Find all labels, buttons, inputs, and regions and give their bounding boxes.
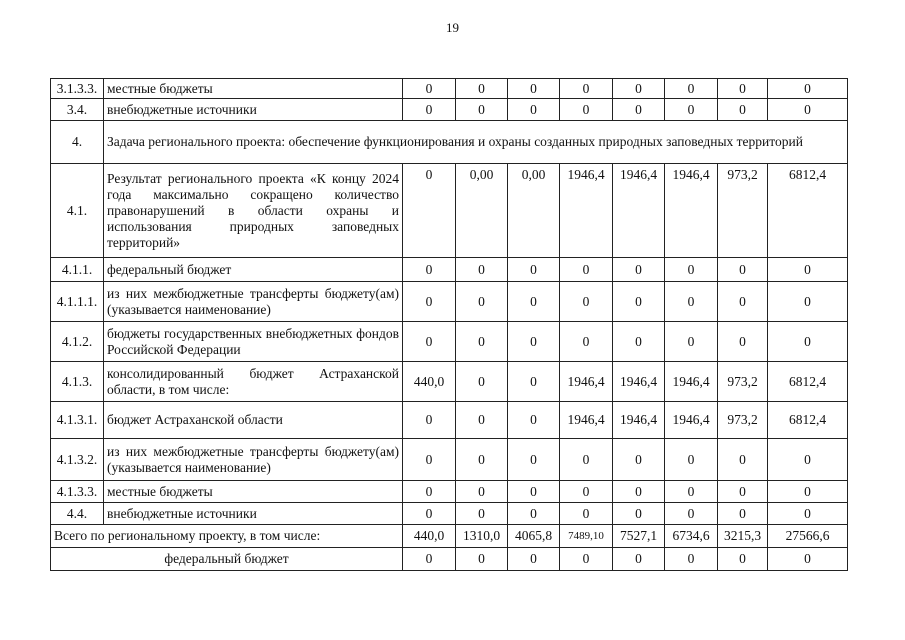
total-value: 4065,8 (508, 525, 560, 548)
cell-value: 0 (403, 164, 456, 258)
table-row-task (51, 121, 848, 164)
cell-value: 0 (456, 79, 508, 99)
cell-value: 0 (718, 439, 768, 481)
cell-value: 0 (613, 481, 665, 503)
row-code: 3.1.3.3. (51, 79, 104, 99)
row-name: местные бюджеты (104, 79, 403, 99)
cell-value: 0 (456, 503, 508, 525)
cell-value: 1946,4 (665, 362, 718, 402)
row-name: консолидированный бюджет Астраханской области, в том числе: (104, 362, 403, 402)
row-name: местные бюджеты (104, 481, 403, 503)
cell-value: 0 (456, 258, 508, 282)
cell-value: 0 (508, 362, 560, 402)
cell-value: 0 (718, 503, 768, 525)
federal-value: 0 (456, 548, 508, 571)
cell-value: 0 (768, 79, 848, 99)
cell-value: 0 (456, 439, 508, 481)
cell-value: 0 (768, 439, 848, 481)
cell-value: 0 (508, 503, 560, 525)
cell-value: 0 (560, 99, 613, 121)
cell-value: 0 (665, 503, 718, 525)
row-code: 4.4. (51, 503, 104, 525)
row-name: федеральный бюджет (104, 258, 403, 282)
row-code: 4.1.1. (51, 258, 104, 282)
cell-value: 0 (403, 322, 456, 362)
cell-value: 0 (560, 79, 613, 99)
cell-value: 6812,4 (768, 402, 848, 439)
total-value: 27566,6 (768, 525, 848, 548)
row-code: 4.1.3.1. (51, 402, 104, 439)
row-name: бюджет Астраханской области (104, 402, 403, 439)
cell-value: 973,2 (718, 362, 768, 402)
row-name: из них межбюджетные трансферты бюджету(ам) (указывается наименование) (104, 282, 403, 322)
federal-value: 0 (768, 548, 848, 571)
cell-value: 0 (613, 282, 665, 322)
federal-value: 0 (560, 548, 613, 571)
federal-value: 0 (718, 548, 768, 571)
cell-value: 0 (403, 503, 456, 525)
total-value: 7489,10 (560, 525, 613, 548)
row-code: 4.1.3.3. (51, 481, 104, 503)
federal-value: 0 (665, 548, 718, 571)
total-label: Всего по региональному проекту, в том числе: (51, 525, 403, 548)
cell-value: 0 (718, 481, 768, 503)
total-value: 440,0 (403, 525, 456, 548)
cell-value: 0 (403, 282, 456, 322)
row-name: внебюджетные источники (104, 99, 403, 121)
row-code: 4.1.3.2. (51, 439, 104, 481)
cell-value: 0,00 (508, 164, 560, 258)
cell-value: 0 (718, 79, 768, 99)
cell-value: 0 (403, 402, 456, 439)
cell-value: 0 (665, 481, 718, 503)
cell-value: 0 (456, 282, 508, 322)
cell-value: 0 (508, 481, 560, 503)
task-description: Задача регионального проекта: обеспечение функционирования и охраны созданных природных заповедных территорий (104, 121, 848, 164)
cell-value: 0 (613, 99, 665, 121)
row-code: 4.1. (51, 164, 104, 258)
cell-value: 0 (665, 282, 718, 322)
cell-value: 0 (718, 99, 768, 121)
cell-value: 1946,4 (613, 164, 665, 258)
cell-value: 0 (665, 322, 718, 362)
cell-value: 0 (613, 322, 665, 362)
cell-value: 0 (456, 99, 508, 121)
cell-value: 0 (718, 282, 768, 322)
total-value: 1310,0 (456, 525, 508, 548)
row-name: внебюджетные источники (104, 503, 403, 525)
table-row (51, 481, 848, 503)
cell-value: 0 (508, 402, 560, 439)
total-value: 3215,3 (718, 525, 768, 548)
row-code: 3.4. (51, 99, 104, 121)
row-name: из них межбюджетные трансферты бюджету(ам) (указывается наименование) (104, 439, 403, 481)
cell-value: 1946,4 (560, 164, 613, 258)
cell-value: 0 (456, 481, 508, 503)
cell-value: 0 (403, 99, 456, 121)
budget-table (50, 78, 848, 571)
cell-value: 0 (508, 99, 560, 121)
cell-value: 440,0 (403, 362, 456, 402)
cell-value: 0 (613, 79, 665, 99)
federal-value: 0 (403, 548, 456, 571)
cell-value: 1946,4 (613, 402, 665, 439)
table-row (51, 362, 848, 402)
table-row (51, 258, 848, 282)
cell-value: 0 (508, 322, 560, 362)
cell-value: 0 (768, 322, 848, 362)
federal-label: федеральный бюджет (51, 548, 403, 571)
cell-value: 0 (560, 503, 613, 525)
cell-value: 0 (560, 282, 613, 322)
cell-value: 0 (665, 99, 718, 121)
table-row-federal (51, 548, 848, 571)
cell-value: 6812,4 (768, 164, 848, 258)
table-row (51, 439, 848, 481)
page-number: 19 (446, 20, 459, 35)
table-row (51, 164, 848, 258)
cell-value: 0 (508, 439, 560, 481)
cell-value: 0 (456, 402, 508, 439)
cell-value: 0 (613, 439, 665, 481)
cell-value: 0 (718, 322, 768, 362)
cell-value: 0 (768, 481, 848, 503)
cell-value: 0 (403, 79, 456, 99)
cell-value: 0 (508, 258, 560, 282)
cell-value: 6812,4 (768, 362, 848, 402)
cell-value: 0 (560, 322, 613, 362)
cell-value: 1946,4 (665, 164, 718, 258)
cell-value: 1946,4 (560, 362, 613, 402)
cell-value: 0 (560, 481, 613, 503)
cell-value: 0 (508, 282, 560, 322)
table-row-total (51, 525, 848, 548)
cell-value: 1946,4 (665, 402, 718, 439)
cell-value: 0 (403, 258, 456, 282)
federal-value: 0 (508, 548, 560, 571)
row-name: Результат регионального проекта «К концу 2024 года максимально сокращено количество правонарушений в области охраны и использования природных заповедных территорий» (104, 164, 403, 258)
cell-value: 973,2 (718, 164, 768, 258)
cell-value: 0 (665, 79, 718, 99)
cell-value: 0 (456, 362, 508, 402)
cell-value: 0 (403, 439, 456, 481)
total-value: 6734,6 (665, 525, 718, 548)
cell-value: 0 (508, 79, 560, 99)
total-value: 7527,1 (613, 525, 665, 548)
table-row (51, 503, 848, 525)
cell-value: 0 (665, 258, 718, 282)
cell-value: 0 (768, 258, 848, 282)
row-name: бюджеты государственных внебюджетных фондов Российской Федерации (104, 322, 403, 362)
cell-value: 0 (403, 481, 456, 503)
table-row (51, 282, 848, 322)
cell-value: 0 (560, 439, 613, 481)
cell-value: 0 (768, 282, 848, 322)
cell-value: 1946,4 (560, 402, 613, 439)
table-row (51, 79, 848, 99)
table-row (51, 402, 848, 439)
row-code: 4. (51, 121, 104, 164)
cell-value: 0 (665, 439, 718, 481)
table-row (51, 322, 848, 362)
cell-value: 0,00 (456, 164, 508, 258)
cell-value: 973,2 (718, 402, 768, 439)
row-code: 4.1.3. (51, 362, 104, 402)
cell-value: 0 (718, 258, 768, 282)
federal-value: 0 (613, 548, 665, 571)
cell-value: 1946,4 (613, 362, 665, 402)
cell-value: 0 (768, 503, 848, 525)
table-row (51, 99, 848, 121)
row-code: 4.1.1.1. (51, 282, 104, 322)
row-code: 4.1.2. (51, 322, 104, 362)
cell-value: 0 (768, 99, 848, 121)
cell-value: 0 (560, 258, 613, 282)
cell-value: 0 (456, 322, 508, 362)
cell-value: 0 (613, 503, 665, 525)
cell-value: 0 (613, 258, 665, 282)
